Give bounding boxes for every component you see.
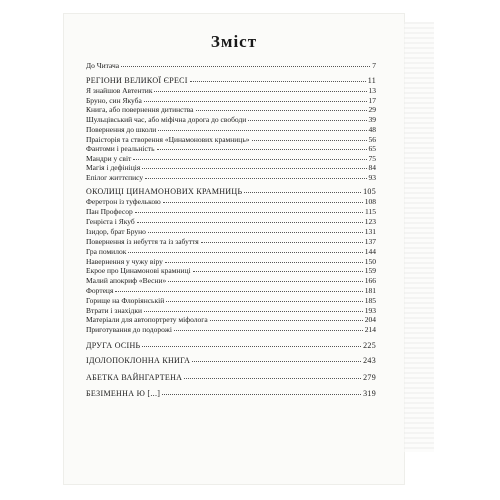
toc-entry [86, 297, 376, 305]
toc-page-number: 39 [368, 115, 376, 124]
leader-dots [154, 91, 366, 92]
toc-page-number: 93 [368, 173, 376, 182]
book-page [64, 14, 404, 484]
leader-dots [148, 232, 363, 233]
leader-dots [115, 291, 362, 292]
toc-page-number: 115 [365, 207, 376, 216]
toc-entry [86, 326, 376, 334]
leader-dots [201, 242, 363, 243]
toc-entry-title: Приготування до подорожі [86, 325, 172, 334]
toc-entry [86, 307, 376, 315]
toc-section [86, 188, 376, 196]
toc-entry [86, 136, 376, 144]
leader-dots [158, 130, 366, 131]
leader-dots [168, 281, 363, 282]
leader-dots [210, 320, 363, 321]
leader-dots [193, 271, 363, 272]
toc-entry [86, 287, 376, 295]
leader-dots [165, 262, 363, 263]
toc-entry [86, 267, 376, 275]
toc-entry-title: Книга, або повернення дитинства [86, 105, 194, 114]
toc-page-number: 204 [364, 315, 376, 324]
toc-entry [86, 164, 376, 172]
toc-entry-title: Матеріали для автопортрету міфолога [86, 315, 208, 324]
toc-entry [86, 208, 376, 216]
toc-entry [86, 174, 376, 182]
toc-entry-title: Гра помилок [86, 247, 127, 256]
toc-entry [86, 198, 376, 206]
toc-page-number: 75 [368, 154, 376, 163]
leader-dots [184, 378, 361, 379]
toc-entry-title: Феретрон із туфелькою [86, 197, 161, 206]
leader-dots [137, 222, 363, 223]
toc-entry-title: Я знайшов Автентик [86, 86, 153, 95]
toc-page-number: 123 [364, 217, 376, 226]
toc-entry [86, 145, 376, 153]
toc-entry [86, 238, 376, 246]
toc-page-number: 108 [364, 197, 376, 206]
toc-entry [86, 258, 376, 266]
toc-page-number: 105 [363, 187, 376, 196]
leader-dots [162, 394, 361, 395]
toc-entry-title: Бруно, син Якуба [86, 96, 142, 105]
toc-entry-title: АБЕТКА ВАЙНГАРТЕНА [86, 373, 183, 382]
toc-entry [86, 218, 376, 226]
toc-entry [86, 106, 376, 114]
leader-dots [145, 178, 366, 179]
toc-entry-title: Фортеця [86, 286, 114, 295]
leader-dots [244, 192, 361, 193]
leader-dots [142, 168, 366, 169]
leader-dots [163, 202, 363, 203]
toc-section [86, 77, 376, 85]
toc-entry-title: Шульцівський час, або міфічна дорога до свободи [86, 115, 247, 124]
toc-entry-title: РЕГІОНИ ВЕЛИКОЇ ЄРЕСІ [86, 76, 188, 85]
toc-page-number: 319 [363, 389, 376, 398]
toc-page-number: 56 [368, 135, 376, 144]
leader-dots [192, 361, 361, 362]
toc-page-number: 65 [368, 144, 376, 153]
toc-entry-title: Ізидор, брат Бруно [86, 227, 146, 236]
leader-dots [190, 81, 366, 82]
toc-page-number: 225 [363, 341, 376, 350]
leader-dots [196, 110, 367, 111]
leader-dots [121, 66, 370, 67]
toc-page-number: 13 [368, 86, 376, 95]
leader-dots [133, 159, 366, 160]
leader-dots [248, 120, 366, 121]
toc-entry-title: Фантоми і реальність [86, 144, 155, 153]
facing-page-edge [404, 22, 434, 452]
toc-entry-title: Екрое про Цинамонові крамниці [86, 266, 191, 275]
toc-entry [86, 228, 376, 236]
leader-dots [128, 252, 362, 253]
toc-entry-title: До Читача [86, 61, 120, 70]
toc-page-number: 17 [368, 96, 376, 105]
toc-entry-title: Малий апокриф «Весни» [86, 276, 167, 285]
toc-page-number: 185 [364, 296, 376, 305]
leader-dots [174, 330, 363, 331]
toc-page-number: 7 [372, 61, 376, 70]
toc-entry-title: Пан Професор [86, 207, 133, 216]
toc-entry [86, 97, 376, 105]
toc-page-number: 166 [364, 276, 376, 285]
toc-page-number: 131 [364, 227, 376, 236]
toc-page-number: 214 [364, 325, 376, 334]
toc-page-number: 150 [364, 257, 376, 266]
toc-entry [86, 277, 376, 285]
toc-page-number: 11 [367, 76, 376, 85]
toc-page-number: 48 [368, 125, 376, 134]
toc-page-number: 144 [364, 247, 376, 256]
toc-entry [86, 87, 376, 95]
toc-entry-title: ДРУГА ОСІНЬ [86, 341, 141, 350]
toc-entry [86, 316, 376, 324]
toc-page-number: 181 [364, 286, 376, 295]
toc-page-number: 137 [364, 237, 376, 246]
toc-page-number: 279 [363, 373, 376, 382]
leader-dots [157, 149, 367, 150]
toc-entry-title: Повернення до школи [86, 125, 157, 134]
toc-entry-title: Горище на Флоріянській [86, 296, 165, 305]
toc-entry-title: ІДОЛОПОКЛОННА КНИГА [86, 356, 191, 365]
toc-entry [86, 62, 376, 70]
leader-dots [166, 301, 363, 302]
toc-entry-title: Втрати і знахідки [86, 306, 142, 315]
toc-entry [86, 248, 376, 256]
toc-entry-title: Мандри у світ [86, 154, 132, 163]
toc-section [86, 374, 376, 382]
toc-page-number: 29 [368, 105, 376, 114]
toc-section [86, 357, 376, 365]
page-title: Зміст [210, 32, 258, 51]
toc-page-number: 243 [363, 356, 376, 365]
toc-entry-title: Навернення у чужу віру [86, 257, 163, 266]
toc-page-number: 84 [368, 163, 376, 172]
toc-page-number: 159 [364, 266, 376, 275]
toc-entry-title: Магія і дефініція [86, 163, 141, 172]
leader-dots [142, 346, 361, 347]
toc-entry-title: ОКОЛИЦІ ЦИНАМОНОВИХ КРАМНИЦЬ [86, 187, 243, 196]
toc-page-number: 193 [364, 306, 376, 315]
leader-dots [135, 212, 363, 213]
toc-entry [86, 126, 376, 134]
toc-entry-title: БЕЗІМЕННА Ю [...] [86, 389, 161, 398]
toc-entry-title: Повернення із небуття та із забуття [86, 237, 199, 246]
toc-section [86, 390, 376, 398]
toc-entry-title: Епілог життєпису [86, 173, 144, 182]
toc-entry [86, 116, 376, 124]
toc-entry-title: Праісторія та створення «Цинамонових крамниць» [86, 135, 250, 144]
leader-dots [144, 311, 363, 312]
toc-entry-title: Генрієта і Якуб [86, 217, 135, 226]
leader-dots [144, 101, 367, 102]
toc-entry [86, 155, 376, 163]
toc-section [86, 342, 376, 350]
leader-dots [252, 140, 367, 141]
